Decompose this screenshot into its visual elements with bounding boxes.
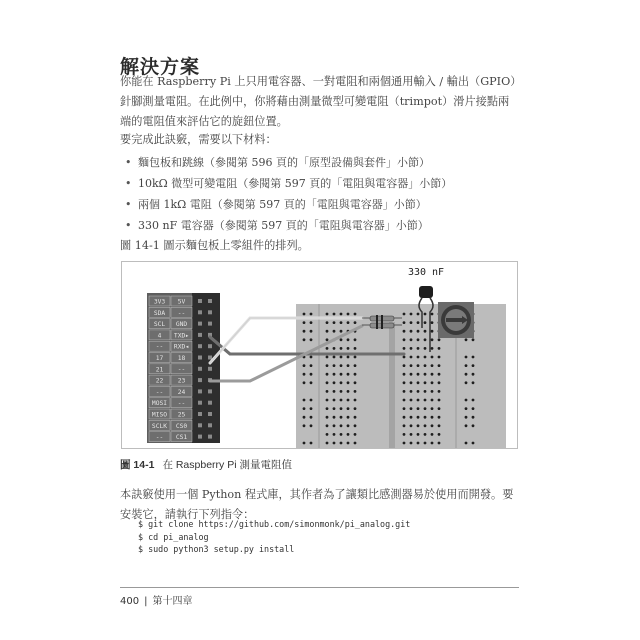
gpio-pin-label: 4 xyxy=(157,332,162,340)
trimpot-10k xyxy=(438,302,474,338)
gpio-pin-label: MOSI xyxy=(151,400,168,408)
breadboard-illustration xyxy=(122,262,517,448)
figure-reference: 圖 14-1 圖示麵包板上零組件的排列。 xyxy=(120,239,309,252)
gpio-pin-label: 24 xyxy=(177,388,186,396)
list-item: • 兩個 1kΩ 電阻（參閱第 597 頁的「電阻與電容器」小節） xyxy=(120,194,520,215)
gpio-pin-label: GND xyxy=(175,321,188,329)
code-line: $ cd pi_analog xyxy=(138,531,209,542)
capacitor-label: 330 nF xyxy=(407,267,445,278)
gpio-pin-label: CS1 xyxy=(175,434,188,442)
list-item: • 330 nF 電容器（參閱第 597 頁的「電阻與電容器」小節） xyxy=(120,215,520,236)
section-title: 解決方案 xyxy=(120,56,201,78)
gpio-pin-label: -- xyxy=(155,434,164,442)
gpio-pin-label: 22 xyxy=(155,377,164,385)
figure-caption xyxy=(120,457,292,472)
list-item: • 麵包板和跳線（參閱第 596 頁的「原型設備與套件」小節） xyxy=(120,152,520,173)
page-number: 400 xyxy=(120,596,140,607)
gpio-pin-label: -- xyxy=(155,388,164,396)
code-line: $ sudo python3 setup.py install xyxy=(138,544,295,554)
code-block xyxy=(138,518,410,556)
chapter-label: 第十四章 xyxy=(152,596,193,607)
gpio-pin-label: CS0 xyxy=(175,422,188,430)
library-paragraph: 本訣竅使用一個 Python 程式庫，其作者為了讓類比感測器易於使用而開發。要安裝它，請執行下列指令： xyxy=(120,488,514,521)
materials-list xyxy=(120,152,520,236)
list-item: • 10kΩ 微型可變電阻（參閱第 597 頁的「電阻與電容器」小節） xyxy=(120,173,520,194)
footer-divider xyxy=(120,587,519,588)
gpio-pin-label: RXD◂ xyxy=(173,343,190,351)
footer-separator: | xyxy=(144,596,148,607)
page-footer xyxy=(120,592,192,607)
gpio-pin-label: 5V xyxy=(177,298,186,306)
figure-number: 圖 14-1 xyxy=(120,459,155,471)
gpio-pin-label: 25 xyxy=(177,411,186,419)
gpio-pin-label: 23 xyxy=(177,377,186,385)
gpio-pin-label: TXD▸ xyxy=(173,332,190,340)
figure-title: 在 Raspberry Pi 測量電阻值 xyxy=(162,459,292,471)
code-line: $ git clone https://github.com/simonmonk/pi_analog.git xyxy=(138,519,411,529)
gpio-pin-label: -- xyxy=(155,343,164,351)
gpio-pin-label: -- xyxy=(177,366,186,374)
gpio-pin-label: 3V3 xyxy=(153,298,166,306)
figure-breadboard-diagram xyxy=(121,261,518,449)
materials-lead: 要完成此訣竅，需要以下材料： xyxy=(120,133,277,146)
gpio-pin-label: MISO xyxy=(151,411,168,419)
gpio-pin-label: 18 xyxy=(177,355,186,362)
gpio-pin-label: SCL xyxy=(153,321,166,329)
gpio-pin-label: SCLK xyxy=(151,422,168,430)
gpio-pin-label: SDA xyxy=(153,309,166,317)
breadboard xyxy=(296,304,506,448)
gpio-pin-label: 21 xyxy=(155,366,164,374)
gpio-header xyxy=(147,293,220,443)
gpio-pin-label: -- xyxy=(177,400,186,408)
gpio-pin-label: -- xyxy=(177,309,186,317)
gpio-pin-label: 17 xyxy=(155,355,164,362)
intro-paragraph: 你能在 Raspberry Pi 上只用電容器、一對電阻和兩個通用輸入 / 輸出（GPIO）針腳測量電阻。在此例中，你將藉由測量微型可變電阻（trimpot）滑片接點兩端的電阻值來評估它的旋鈕位置。 xyxy=(120,75,516,128)
